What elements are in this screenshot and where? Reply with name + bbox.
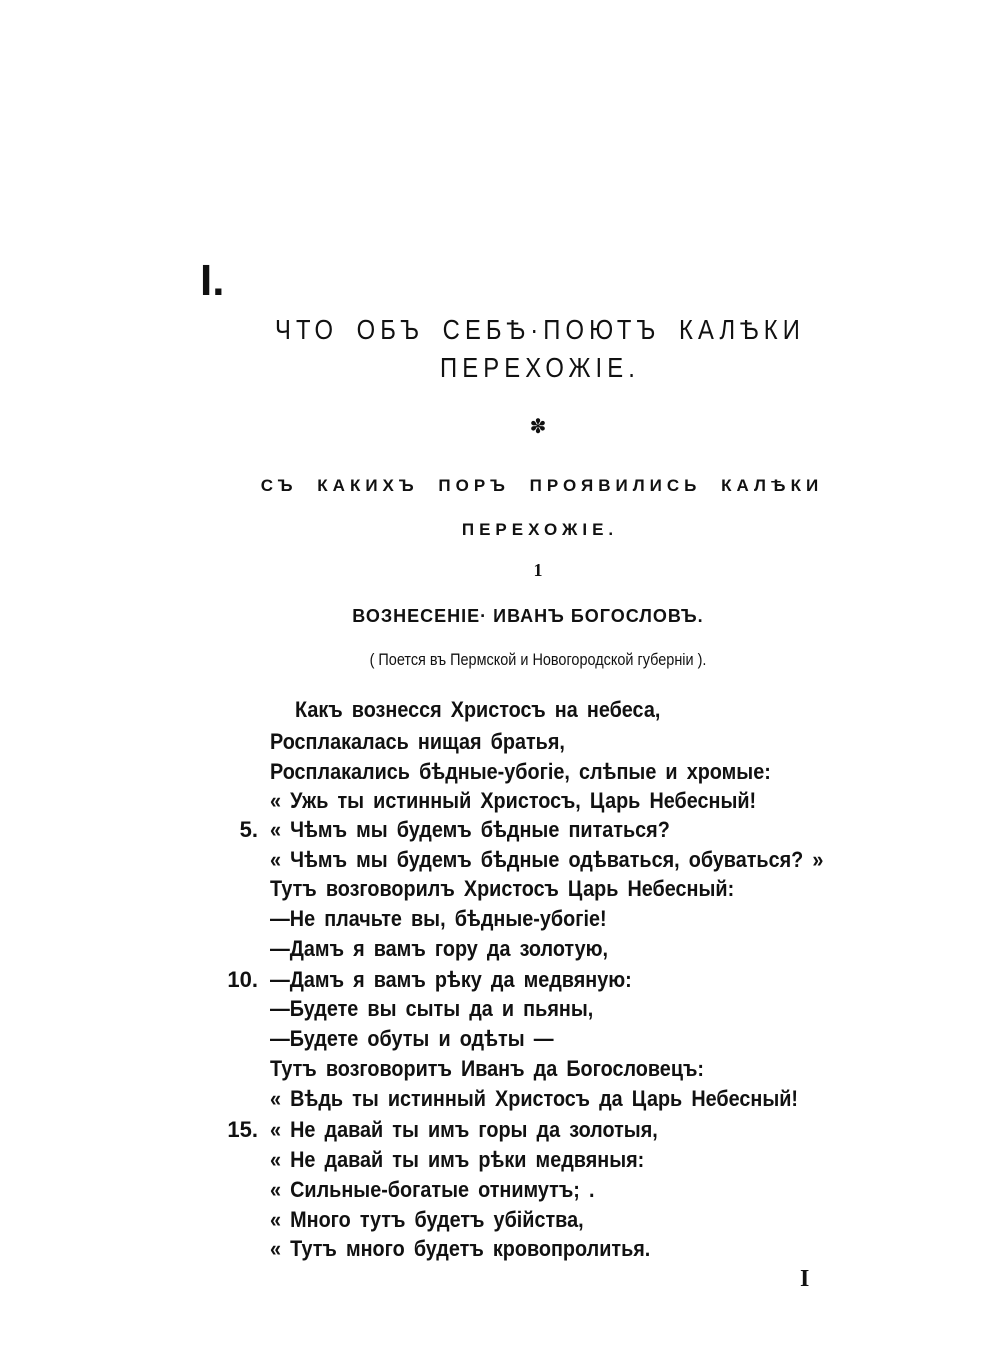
chapter-title-line-2: ПЕРЕХОЖІЕ. [440,352,640,383]
verse-line: « Тутъ много будетъ кровопролитья. [270,1236,651,1261]
section-title-line-2: ПЕРЕХОЖІЕ. [461,520,619,539]
verse-line: « Чѣмъ мы будемъ бѣдные питаться? [270,817,670,842]
verse-line: Тутъ возговорилъ Христосъ Царь Небесный: [270,876,735,901]
verse-line: « Чѣмъ мы будемъ бѣдные одѣваться, обуваться? » [270,847,824,872]
verse-line: Какъ вознесся Христосъ на небеса, [295,697,661,722]
signature-mark: I [800,1266,810,1292]
verse-line: —Дамъ я вамъ гору да золотую, [270,936,609,961]
verse-line: « Много тутъ будетъ убійства, [270,1207,584,1232]
ornament-star-icon: ✽ [529,416,547,438]
chapter-title-line-1: ЧТО ОБЪ СЕБѢ·ПОЮТЪ КАЛѢКИ [275,314,805,345]
verse-line: Тутъ возговоритъ Иванъ да Богословецъ: [270,1056,705,1081]
verse-line: Росплакались бѣдные-убогіе, слѣпые и хромые: [270,759,771,784]
verse-line: « Вѣдь ты истинный Христосъ да Царь Небесный! [270,1086,799,1111]
verse-line-number: 5. [239,817,258,842]
poem-note: ( Поется въ Пермской и Новогородской губерніи ). [369,650,707,669]
verse-line-number: 15. [227,1117,258,1142]
poem-heading: ВОЗНЕСЕНІЕ· ИВАНЪ БОГОСЛОВЪ. [352,606,704,626]
verse-line: « Не давай ты имъ горы да золотыя, [270,1117,658,1142]
chapter-number: I. [200,256,225,305]
verse-line: « Ужь ты истинный Христосъ, Царь Небесный! [270,788,757,813]
verse-line: —Не плачьте вы, бѣдные-убогіе! [270,906,607,931]
verse-line: —Будете обуты и одѣты — [270,1026,554,1051]
verse-line: « Сильные-богатые отнимутъ; . [270,1177,595,1202]
section-title-line-1: СЪ КАКИХЪ ПОРЪ ПРОЯВИЛИСЬ КАЛѢКИ [260,476,824,495]
verse-line: —Дамъ я вамъ рѣку да медвяную: [270,967,632,992]
verse-line: —Будете вы сыты да и пьяны, [270,996,594,1021]
poem-number: 1 [533,560,543,580]
verse-line: « Не давай ты имъ рѣки медвяныя: [270,1147,645,1172]
verse-line-number: 10. [227,967,258,992]
verse-line: Росплакалась нищая братья, [270,729,565,754]
